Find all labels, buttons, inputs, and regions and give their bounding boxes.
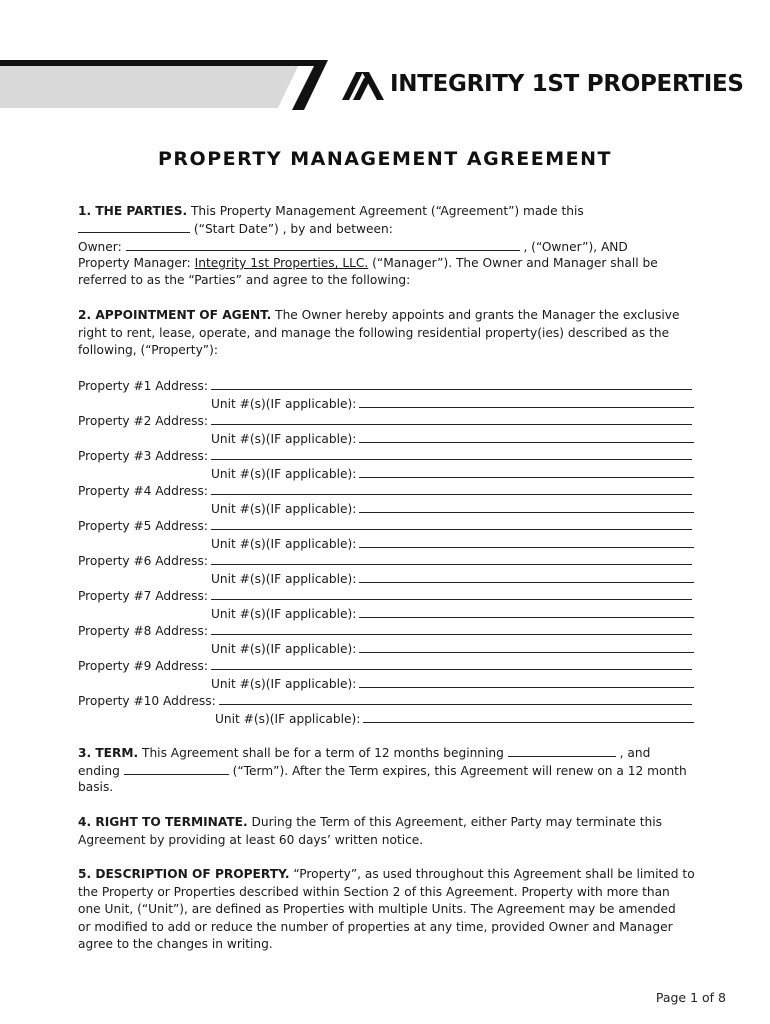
section1-text2: (“Start Date”) , by and between:	[193, 222, 393, 236]
section2-heading: 2. APPOINTMENT OF AGENT.	[78, 308, 272, 322]
property-address-row	[78, 587, 692, 606]
property-unit-blank[interactable]	[359, 675, 694, 688]
property-address-blank[interactable]	[211, 482, 692, 495]
section5-line1	[78, 866, 695, 884]
property-unit-row	[211, 500, 694, 519]
manager-name: Integrity 1st Properties, LLC.	[194, 256, 369, 270]
property-address-label: Property #6 Address:	[78, 554, 208, 568]
section3-text1a: This Agreement shall be for a term of 12 months beginning	[142, 746, 504, 760]
section1-text1: This Property Management Agreement (“Agreement”) made this	[190, 204, 584, 218]
property-unit-label: Unit #(s)(IF applicable):	[211, 501, 357, 516]
page-number: Page 1 of 8	[655, 990, 726, 1005]
property-address-blank[interactable]	[211, 377, 692, 390]
property-unit-label: Unit #(s)(IF applicable):	[211, 396, 357, 411]
property-address-label: Property #9 Address:	[78, 659, 208, 673]
term-end-blank[interactable]	[124, 762, 229, 775]
section3-line2	[78, 762, 687, 781]
property-address-label: Property #3 Address:	[78, 449, 208, 463]
section1-manager-line	[78, 255, 658, 273]
property-address-row	[78, 377, 692, 396]
property-address-blank[interactable]	[211, 447, 692, 460]
property-unit-row	[211, 430, 694, 449]
owner-name-blank[interactable]	[126, 238, 520, 251]
brand-name: INTEGRITY 1ST PROPERTIES	[390, 71, 744, 97]
property-unit-label: Unit #(s)(IF applicable):	[211, 536, 357, 551]
property-unit-row	[211, 605, 694, 624]
owner-label: Owner:	[78, 240, 122, 254]
property-address-blank[interactable]	[211, 517, 692, 530]
section5-text1: “Property”, as used throughout this Agreement shall be limited to	[293, 867, 695, 881]
section2-line3: following, (“Property”):	[78, 343, 218, 357]
section1-line2	[78, 220, 393, 239]
owner-suffix: , (“Owner”), AND	[523, 240, 628, 254]
header-gray-band	[0, 62, 300, 108]
section5-line5: agree to the changes in writing.	[78, 937, 273, 951]
property-address-row	[78, 482, 692, 501]
property-address-blank[interactable]	[211, 552, 692, 565]
property-address-row	[78, 692, 692, 711]
property-unit-blank[interactable]	[359, 395, 694, 408]
section3-text2b: (“Term”). After the Term expires, this Agreement will renew on a 12 month	[232, 764, 687, 778]
property-unit-label: Unit #(s)(IF applicable):	[211, 606, 357, 621]
section1-line1	[78, 203, 584, 221]
section3-text1b: , and	[619, 746, 651, 760]
section4-heading: 4. RIGHT TO TERMINATE.	[78, 815, 248, 829]
section5-line3: one Unit, (“Unit”), are defined as Properties with multiple Units. The Agreement may be amended	[78, 902, 676, 916]
section5-line2: the Property or Properties described within Section 2 of this Agreement. Property with more than	[78, 885, 670, 899]
section5-line4: or modified to add or reduce the number of properties at any time, provided Owner and Manager	[78, 920, 673, 934]
brand-logo	[342, 64, 744, 104]
property-address-row	[78, 622, 692, 641]
property-unit-label: Unit #(s)(IF applicable):	[215, 711, 361, 726]
section1-owner-line	[78, 238, 628, 257]
property-address-label: Property #5 Address:	[78, 519, 208, 533]
property-unit-label: Unit #(s)(IF applicable):	[211, 431, 357, 446]
property-address-blank[interactable]	[211, 622, 692, 635]
property-unit-blank[interactable]	[359, 535, 694, 548]
property-address-blank[interactable]	[211, 587, 692, 600]
property-unit-blank[interactable]	[363, 710, 694, 723]
property-unit-label: Unit #(s)(IF applicable):	[211, 466, 357, 481]
property-address-label: Property #2 Address:	[78, 414, 208, 428]
property-unit-blank[interactable]	[359, 465, 694, 478]
section1-line5: referred to as the “Parties” and agree to the following:	[78, 273, 411, 287]
property-address-blank[interactable]	[219, 692, 692, 705]
property-address-label: Property #8 Address:	[78, 624, 208, 638]
document-title: PROPERTY MANAGEMENT AGREEMENT	[157, 148, 612, 170]
property-unit-blank[interactable]	[359, 570, 694, 583]
property-unit-label: Unit #(s)(IF applicable):	[211, 571, 357, 586]
section1-heading: 1. THE PARTIES.	[78, 204, 188, 218]
manager-label: Property Manager:	[78, 256, 191, 270]
property-address-label: Property #7 Address:	[78, 589, 208, 603]
section3-line1	[78, 744, 650, 763]
property-unit-blank[interactable]	[359, 640, 694, 653]
section2-text1: The Owner hereby appoints and grants the Manager the exclusive	[275, 308, 680, 322]
property-unit-row	[211, 640, 694, 659]
property-address-row	[78, 517, 692, 536]
section4-text1: During the Term of this Agreement, either Party may terminate this	[251, 815, 663, 829]
property-address-label: Property #1 Address:	[78, 379, 208, 393]
section4-line1	[78, 814, 662, 832]
section5-heading: 5. DESCRIPTION OF PROPERTY.	[78, 867, 290, 881]
start-date-blank[interactable]	[78, 220, 190, 233]
property-address-blank[interactable]	[211, 412, 692, 425]
section2-line1	[78, 307, 679, 325]
property-unit-blank[interactable]	[359, 430, 694, 443]
section3-text2a: ending	[78, 764, 120, 778]
property-unit-row	[211, 570, 694, 589]
property-address-label: Property #4 Address:	[78, 484, 208, 498]
property-address-row	[78, 552, 692, 571]
property-unit-label: Unit #(s)(IF applicable):	[211, 641, 357, 656]
logo-mark-icon	[342, 66, 384, 102]
property-unit-row	[211, 465, 694, 484]
property-unit-row	[215, 710, 694, 729]
section2-line2: right to rent, lease, operate, and manage the following residential property(ies) described as the	[78, 326, 670, 340]
section4-line2: Agreement by providing at least 60 days’ written notice.	[78, 833, 424, 847]
section3-line3: basis.	[78, 780, 114, 794]
property-unit-blank[interactable]	[359, 605, 694, 618]
manager-suffix: (“Manager”). The Owner and Manager shall be	[372, 256, 658, 270]
section3-heading: 3. TERM.	[78, 746, 139, 760]
property-address-row	[78, 447, 692, 466]
property-address-row	[78, 412, 692, 431]
property-unit-label: Unit #(s)(IF applicable):	[211, 676, 357, 691]
term-begin-blank[interactable]	[508, 744, 616, 757]
property-address-row	[78, 657, 692, 676]
property-unit-blank[interactable]	[359, 500, 694, 513]
property-unit-row	[211, 395, 694, 414]
property-address-blank[interactable]	[211, 657, 692, 670]
property-address-label: Property #10 Address:	[78, 694, 216, 708]
property-unit-row	[211, 535, 694, 554]
property-unit-row	[211, 675, 694, 694]
